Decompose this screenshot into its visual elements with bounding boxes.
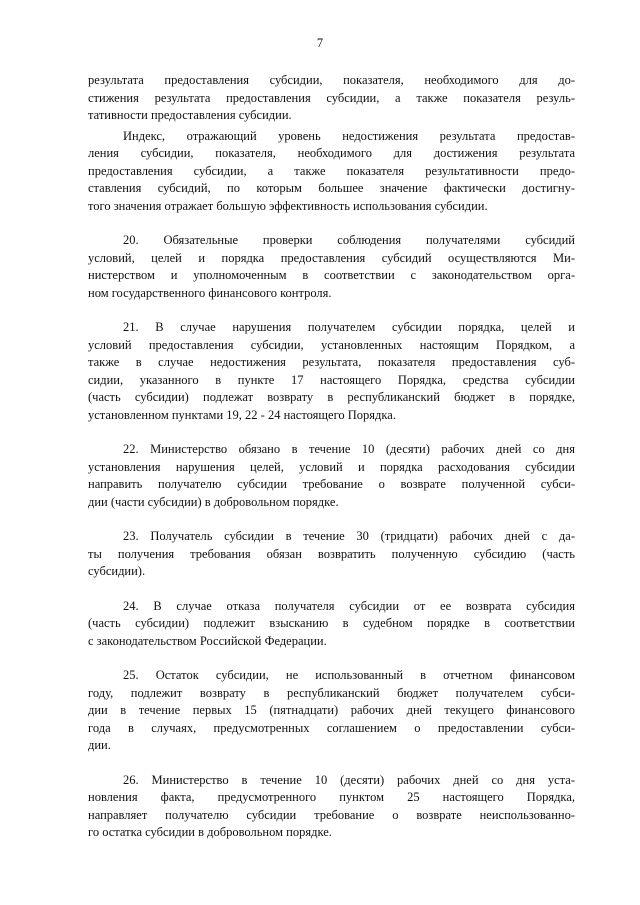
text-line: субсидии).	[88, 564, 146, 578]
paragraph-index	[88, 128, 575, 216]
text-line: дии (части субсидии) в добровольном порядке.	[88, 494, 339, 509]
text-line: 23. Получатель субсидии в течение 30 (тридцати) рабочих дней с да-	[123, 529, 575, 543]
text-line: установленном пунктами 19, 22 - 24 настоящего Порядка.	[88, 407, 396, 422]
text-line: направляет получателю субсидии требование о возврате неиспользованно-	[88, 807, 575, 822]
text-line: ном государственного финансового контроля.	[88, 285, 332, 300]
paragraph-22	[88, 441, 575, 511]
text-line: году, подлежит возврату в республиканский бюджет получателем субси-	[88, 685, 575, 700]
document-body	[88, 72, 575, 842]
text-line: стижения результата предоставления субсидии, а также показателя резуль-	[88, 90, 575, 105]
text-line: 20. Обязательные проверки соблюдения получателями субсидий	[123, 233, 575, 247]
text-line: 22. Министерство обязано в течение 10 (десяти) рабочих дней со дня	[123, 442, 575, 456]
text-line: тативности предоставления субсидии.	[88, 108, 292, 122]
text-line: направить получателю субсидии требование о возврате полученной субси-	[88, 477, 575, 491]
text-line: ты получения требования обязан возвратить полученную субсидию (часть	[88, 546, 575, 561]
text-line: с законодательством Российской Федерации.	[88, 633, 327, 648]
paragraph-20	[88, 232, 575, 302]
text-line: 21. В случае нарушения получателем субсидии порядка, целей и	[123, 320, 575, 334]
paragraph-25	[88, 667, 575, 755]
text-line: также в случае недостижения результата, показателя предоставления суб-	[88, 355, 575, 369]
text-line: нистерством и уполномоченным в соответствии с законодательством орга-	[88, 268, 575, 282]
text-line: условий, целей и порядка предоставления субсидий осуществляются Ми-	[88, 250, 575, 265]
text-line: (часть субсидии) подлежат возврату в республиканский бюджет в порядке,	[88, 390, 575, 404]
text-line: 25. Остаток субсидии, не использованный в отчетном финансовом	[123, 668, 575, 682]
paragraph-continued	[88, 72, 575, 125]
text-line: установления нарушения целей, условий и порядка расходования субсидии	[88, 459, 575, 474]
text-line: дии в течение первых 15 (пятнадцати) рабочих дней текущего финансового	[88, 703, 575, 717]
text-line: (часть субсидии) подлежит взысканию в судебном порядке в соответствии	[88, 616, 575, 630]
text-line: Индекс, отражающий уровень недостижения результата предостав-	[123, 128, 575, 143]
text-line: года в случаях, предусмотренных соглашением о предоставлении субси-	[88, 720, 575, 735]
text-line: предоставления субсидии, а также показателя результативности предо-	[88, 163, 575, 178]
paragraph-21	[88, 319, 575, 424]
text-line: того значения отражает большую эффективность использования субсидии.	[88, 198, 488, 213]
text-line: ставления субсидий, по которым большее значение фактически достигну-	[88, 181, 575, 195]
text-line: ления субсидии, показателя, необходимого для достижения результата	[88, 146, 575, 160]
text-line: дии.	[88, 738, 111, 752]
text-line: 26. Министерство в течение 10 (десяти) рабочих дней со дня уста-	[123, 772, 575, 787]
paragraph-24	[88, 598, 575, 651]
text-line: го остатка субсидии в добровольном порядке.	[88, 825, 332, 839]
text-line: новления факта, предусмотренного пунктом 25 настоящего Порядка,	[88, 790, 575, 804]
page-number: 7	[316, 36, 324, 50]
text-line: условий предоставления субсидии, установленных настоящим Порядком, а	[88, 337, 575, 352]
text-line: результата предоставления субсидии, показателя, необходимого для до-	[88, 73, 575, 87]
text-line: 24. В случае отказа получателя субсидии от ее возврата субсидия	[123, 598, 575, 613]
text-line: сидии, указанного в пункте 17 настоящего Порядка, средства субсидии	[88, 372, 575, 387]
paragraph-23	[88, 528, 575, 581]
paragraph-26	[88, 772, 575, 842]
